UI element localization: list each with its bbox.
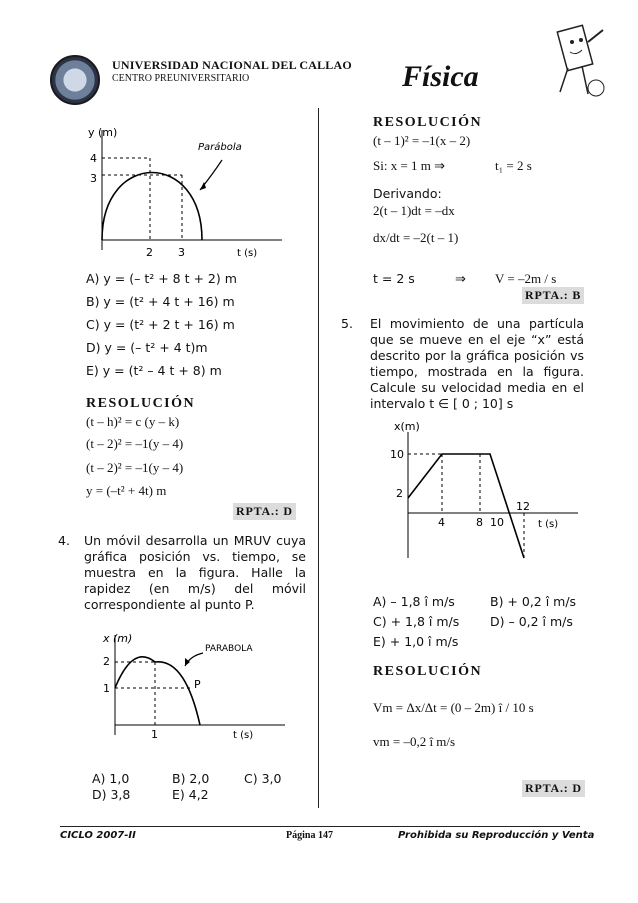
y-tick-3: 3 (90, 172, 97, 185)
res2-line-1: Vm = Δx/Δt = (0 – 2m) î / 10 s (373, 700, 534, 715)
option-b: B) 2,0 (172, 771, 210, 786)
option-e: E) 4,2 (172, 787, 209, 802)
x-tick-3: 3 (178, 246, 185, 259)
resolution-line-2: (t – 2)² = –1(y – 4) (86, 436, 184, 451)
x-tick-8: 8 (476, 516, 483, 529)
y-axis-label: y (m) (88, 126, 118, 139)
question-text: Un móvil desarrolla un MRUV cuya gráfica posición vs. tiempo, se muestra en la figura. Halle la rapidez (en m/s) del móvil correspondiente al punto P. (84, 533, 306, 612)
option-a: A) y = (– t² + 8 t + 2) m (86, 271, 237, 286)
res-line-6: dx/dt = –2(t – 1) (373, 230, 459, 245)
resolution-line-3: (t – 2)² = –1(y – 4) (86, 460, 184, 475)
option-e: E) y = (t² – 4 t + 8) m (86, 363, 222, 378)
x-axis-label: t (s) (233, 730, 254, 741)
option-c: C) y = (t² + 2 t + 16) m (86, 317, 235, 332)
option-a: A) 1,0 (92, 771, 130, 786)
option-d: D) – 0,2 î m/s (490, 614, 573, 629)
footer-page: Página 147 (286, 830, 333, 841)
y-tick-2: 2 (396, 487, 403, 500)
option-a: A) – 1,8 î m/s (373, 594, 455, 609)
option-d: D) 3,8 (92, 787, 131, 802)
x-tick-1: 1 (151, 728, 158, 741)
footer-notice: Prohibida su Reproducción y Venta (398, 830, 595, 841)
resolution-line-4: y = (–t² + 4t) m (86, 483, 167, 498)
res-line-1: (t – 1)² = –1(x – 2) (373, 133, 471, 148)
res-line-3: t₁ = 2 s (495, 158, 532, 173)
y-tick-2: 2 (103, 655, 110, 668)
answer-badge: RPTA.: D (233, 503, 296, 520)
option-e: E) + 1,0 î m/s (373, 634, 459, 649)
y-axis-label: x(m) (394, 420, 420, 433)
center-name: CENTRO PREUNIVERSITARIO (112, 73, 250, 84)
footer-rule (60, 826, 580, 827)
resolution-title: RESOLUCIÓN (86, 396, 196, 411)
res-line-8: ⇒ (455, 271, 466, 286)
point-label: P (194, 678, 201, 691)
graph-parabola-1 (72, 120, 282, 260)
x-tick-10: 10 (490, 516, 504, 529)
y-tick-10: 10 (390, 448, 404, 461)
x-tick-2: 2 (146, 246, 153, 259)
option-b: B) y = (t² + 4 t + 16) m (86, 294, 235, 309)
res-line-5: 2(t – 1)dt = –dx (373, 203, 455, 218)
resolution-title: RESOLUCIÓN (373, 115, 483, 130)
y-axis-label: x (m) (103, 632, 133, 645)
resolution-title: RESOLUCIÓN (373, 664, 483, 679)
res-line-7: t = 2 s (373, 271, 415, 286)
question-text: El movimiento de una partícula que se mueve en el eje “x” está descrito por la gráfica posición vs tiempo, mostrada en la figura. Calcule su velocidad media en el intervalo t ∈ [ 0 ; 10] s (370, 316, 584, 411)
university-name: UNIVERSIDAD NACIONAL DEL CALLAO (112, 58, 352, 72)
res-line-9: V = –2m / s (495, 271, 557, 286)
graph-position-time (378, 418, 583, 568)
option-d: D) y = (– t² + 4 t)m (86, 340, 208, 355)
x-axis-label: t (s) (538, 519, 559, 530)
option-c: C) + 1,8 î m/s (373, 614, 460, 629)
answer-badge: RPTA.: B (522, 287, 584, 304)
x-tick-4: 4 (438, 516, 445, 529)
question-number: 5. (341, 316, 353, 331)
resolution-line-1: (t – h)² = c (y – k) (86, 414, 180, 429)
question-number: 4. (58, 533, 70, 548)
column-divider (318, 108, 319, 808)
x-tick-12: 12 (516, 500, 530, 513)
footer-cycle: CICLO 2007-II (60, 830, 136, 841)
cartoon-pencil-icon (548, 22, 608, 102)
graph-parabola-2 (85, 620, 285, 745)
option-b: B) + 0,2 î m/s (490, 594, 577, 609)
university-logo (50, 55, 100, 105)
y-tick-1: 1 (103, 682, 110, 695)
res2-line-2: vm = –0,2 î m/s (373, 734, 456, 749)
answer-badge: RPTA.: D (522, 780, 585, 797)
curve-label: Parábola (198, 142, 242, 153)
res-line-2: Si: x = 1 m ⇒ (373, 158, 446, 173)
x-axis-label: t (s) (237, 248, 258, 259)
y-tick-4: 4 (90, 152, 97, 165)
option-c: C) 3,0 (244, 771, 282, 786)
res-line-4: Derivando: (373, 186, 442, 201)
subject-title: Física (402, 60, 479, 93)
curve-label: PARABOLA (205, 644, 253, 654)
